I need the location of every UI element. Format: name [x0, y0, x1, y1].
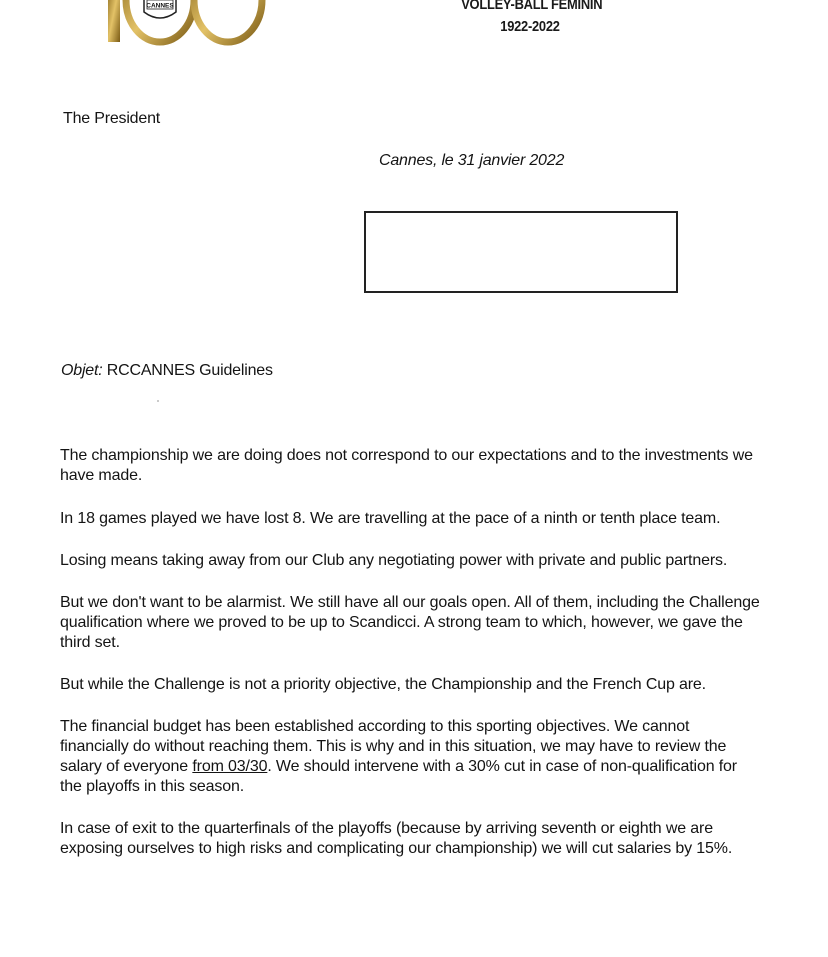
recipient-address-box [364, 211, 678, 293]
svg-text:CANNES: CANNES [146, 2, 174, 10]
body-paragraph: But we don't want to be alarmist. We still have all our goals open. All of them, including the Challenge qualification where we proved to be up to Scandicci. A strong team to which, however, we gave the third set. [60, 594, 760, 651]
letter-body [60, 446, 760, 881]
sender-line: The President [63, 110, 161, 127]
paragraph-text: The financial budget has been established according to this sporting objectives. We cannot financially do without reaching them. This is why and in this situation, we may have to review the salary of everyone [60, 718, 727, 775]
body-paragraph: In 18 games played we have lost 8. We are travelling at the pace of a ninth or tenth place team. [60, 510, 721, 527]
body-paragraph: In case of exit to the quarterfinals of the playoffs (because by arriving seventh or eighth we are exposing ourselves to high risks and complicating our championship) we will cut salaries by 15%. [60, 820, 733, 857]
body-paragraph [60, 717, 760, 797]
place-date: Cannes, le 31 janvier 2022 [379, 152, 565, 169]
scan-speck [157, 400, 159, 402]
subject-line [61, 362, 273, 380]
club-logo [100, 0, 280, 46]
paragraph-text: . We should intervene with a 30% cut in case of non-qualification for the playoffs in this season. [60, 758, 737, 795]
subject-text: RCCANNES Guidelines [106, 362, 273, 379]
subject-label: Objet: [61, 362, 103, 379]
body-paragraph: The championship we are doing does not correspond to our expectations and to the investments we have made. [60, 447, 753, 484]
club-years: 1922-2022 [500, 18, 560, 35]
club-name: VOLLEY-BALL FEMININ [461, 0, 603, 13]
club-header [461, 0, 603, 38]
body-paragraph: But while the Challenge is not a priority objective, the Championship and the French Cup are. [60, 676, 706, 693]
underlined-date: from 03/30 [192, 758, 268, 775]
body-paragraph: Losing means taking away from our Club any negotiating power with private and public partners. [60, 552, 728, 569]
